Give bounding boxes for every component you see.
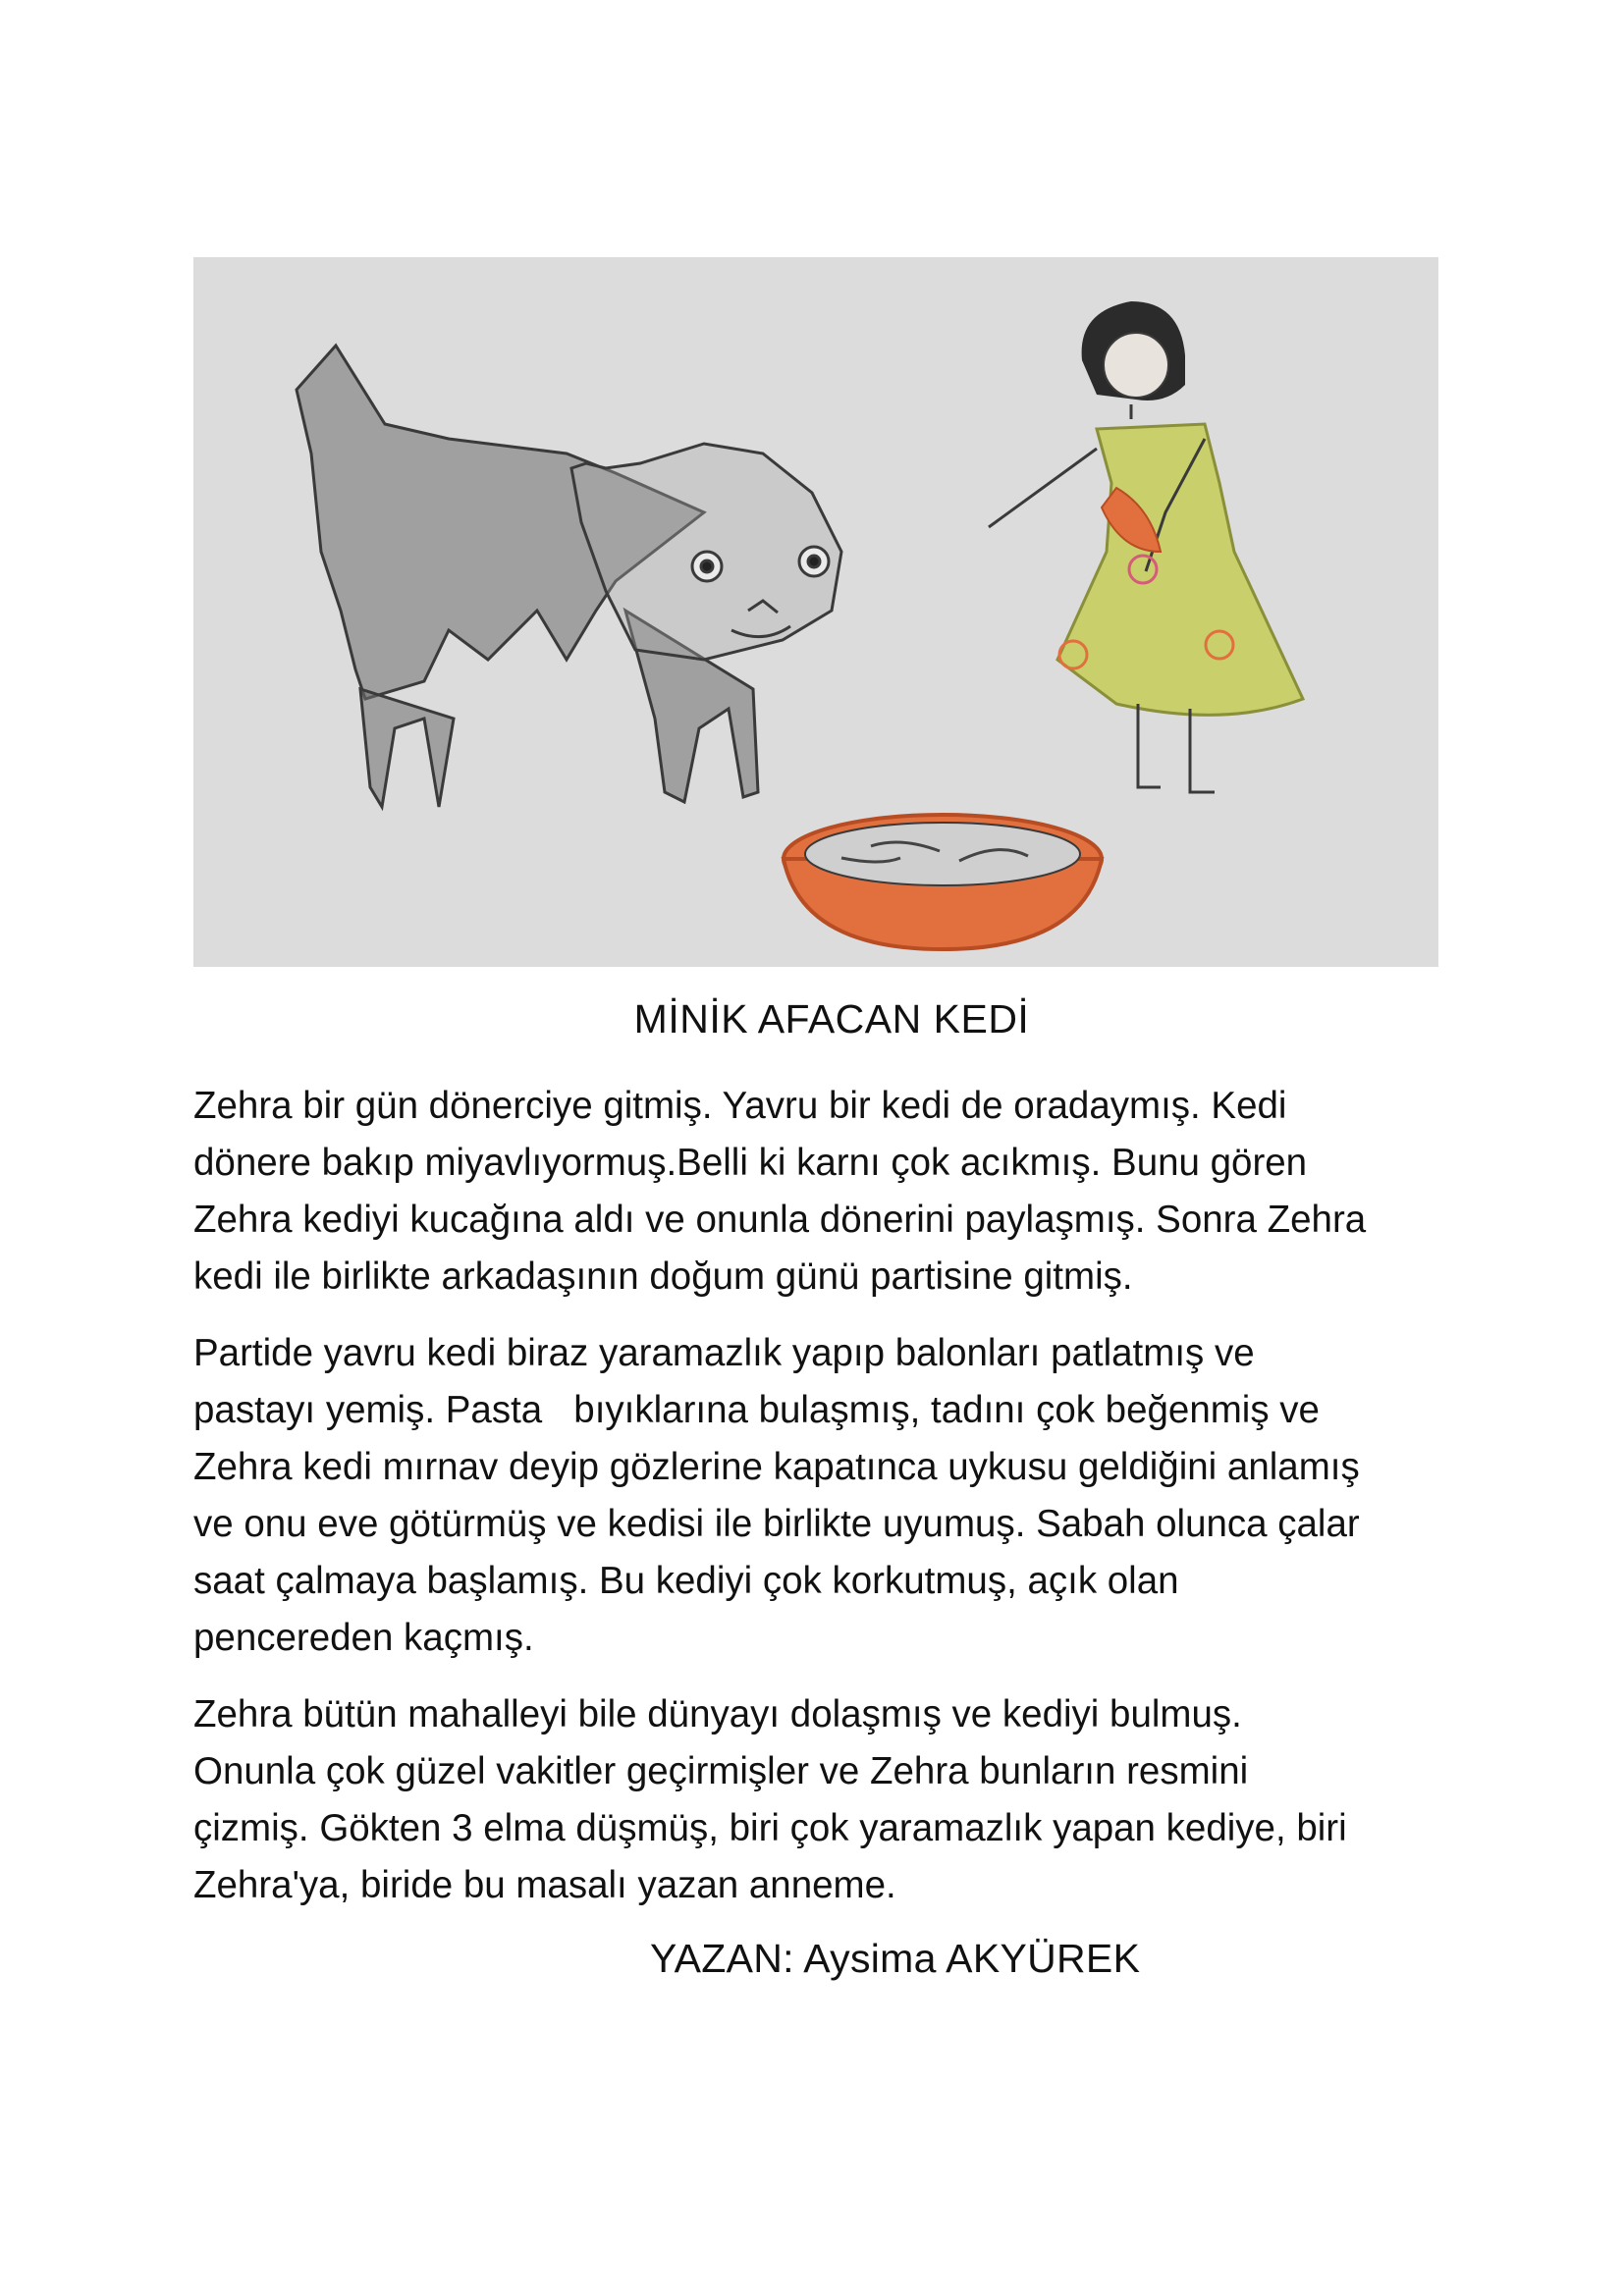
story-paragraph-1: Zehra bir gün dönerciye gitmiş. Yavru bir kedi de oradaymış. Kedi dönere bakıp miyavlıyormuş.Belli ki karnı çok acıkmış. Bunu gören Zehra kediyi kucağına aldı ve onunla dönerini paylaşmış. Sonra Zehra kedi ile birlikte arkadaşının doğum günü partisine gitmiş. [193, 1085, 1367, 1298]
drawing-canvas [193, 257, 1438, 967]
author-line: YAZAN: Aysima AKYÜREK [650, 1936, 1141, 1981]
story-title: MİNİK AFACAN KEDİ [633, 996, 1030, 1041]
story-paragraph-2: Partide yavru kedi biraz yaramazlık yapıp balonları patlatmış ve pastayı yemiş. Pasta bıyıklarına bulaşmış, tadını çok beğenmiş ve Zehra kedi mırnav deyip gözlerine kapatınca uykusu geldiğini anlamış ve onu eve götürmüş ve kedisi ile birlikte uyumuş. Sabah olunca çalar saat çalmaya başlamış. Bu kediyi çok korkutmuş, açık olan pencereden kaçmış. [193, 1332, 1360, 1659]
story-body [193, 1078, 1460, 1934]
story-illustration [193, 257, 1438, 967]
story-paragraph-3: Zehra bütün mahalleyi bile dünyayı dolaşmış ve kediyi bulmuş. Onunla çok güzel vakitler geçirmişler ve Zehra bunların resmini çizmiş. Gökten 3 elma düşmüş, biri çok yaramazlık yapan kediye, biri Zehra'ya, biride bu masalı yazan anneme. [193, 1693, 1347, 1906]
